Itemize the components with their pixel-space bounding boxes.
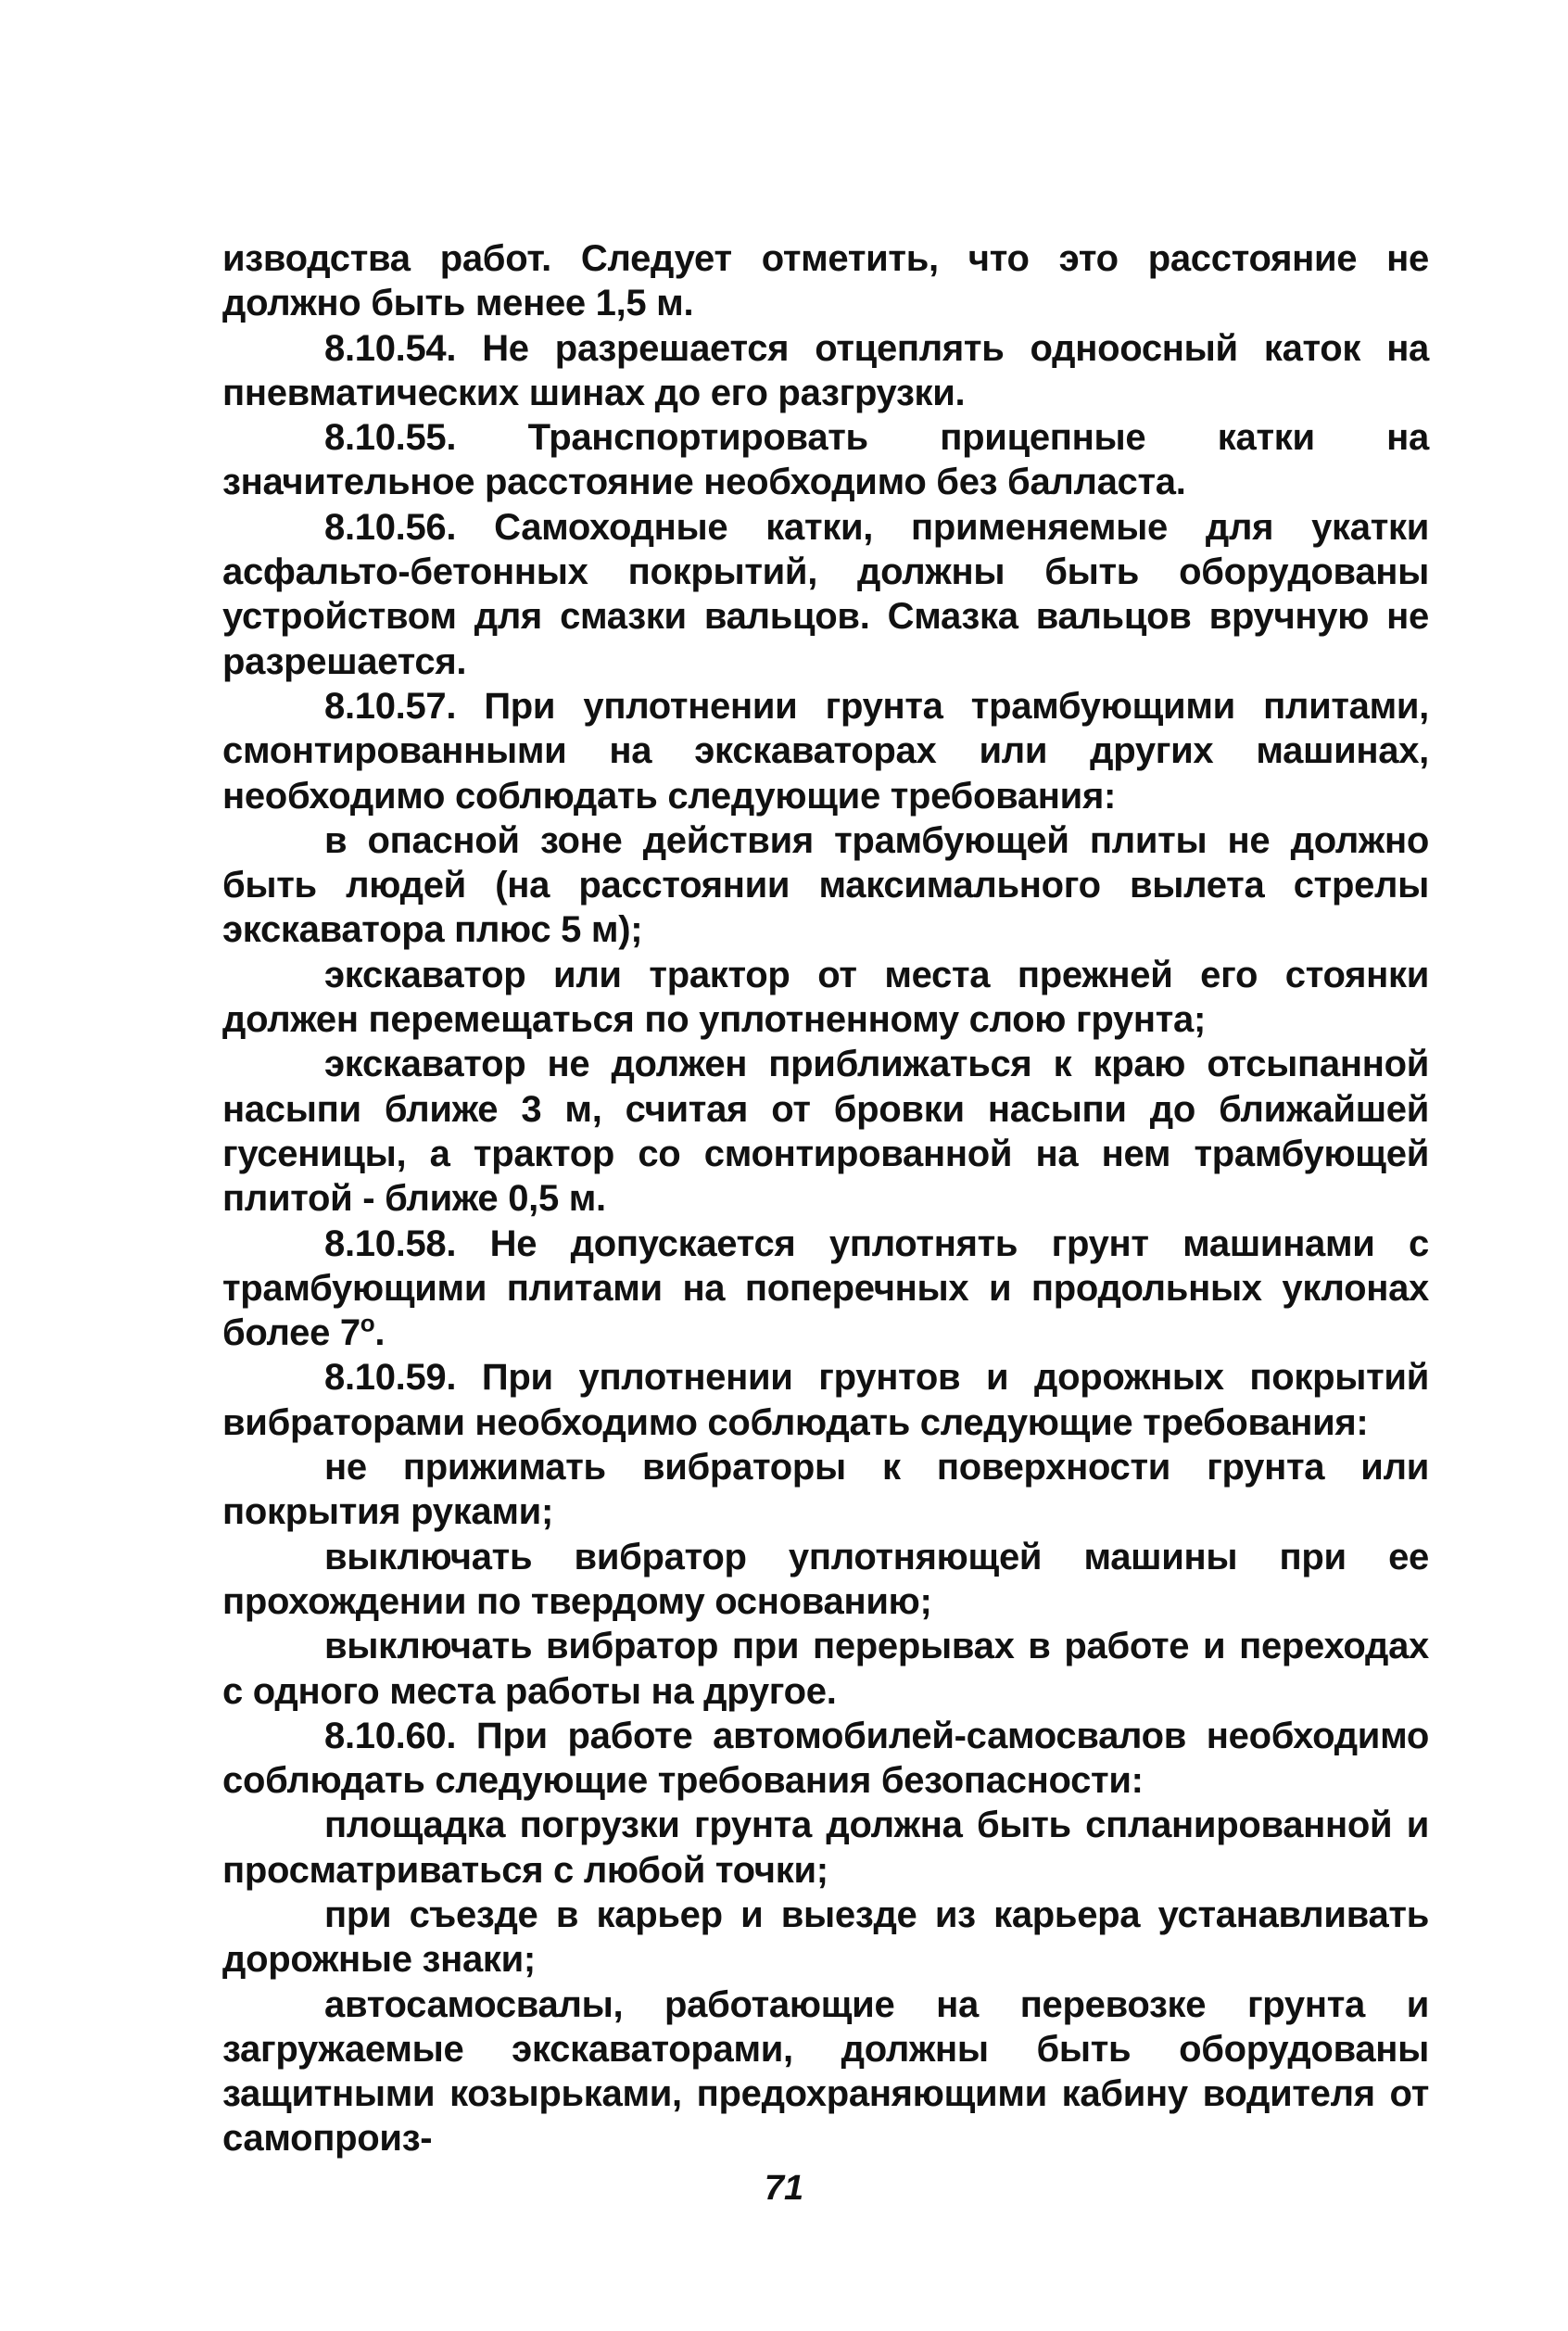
paragraph-8-10-56: 8.10.56. Самоходные катки, применяемые для укатки асфальто-бетонных покрытий, должны быть оборудованы устройством для смазки вальцов. Смазка вальцов вручную не разрешается. xyxy=(222,506,1429,682)
list-item: автосамосвалы, работающие на перевозке грунта и загружаемые экскаваторами, должны быть оборудованы защитными козырьками, предохраняющими кабину водителя от самопроиз- xyxy=(222,1983,1429,2160)
paragraph-8-10-57: 8.10.57. При уплотнении грунта трамбующими плитами, смонтированными на экскаваторах или других машинах, необходимо соблюдать следующие требования: xyxy=(222,685,1429,817)
list-item: выключать вибратор уплотняющей машины при ее прохождении по твердому основанию; xyxy=(222,1536,1429,1622)
list-item: экскаватор не должен приближаться к краю отсыпанной насыпи ближе 3 м, считая от бровки насыпи до ближайшей гусеницы, а трактор со смонтированной на нем трамбующей плитой - ближе 0,5 м. xyxy=(222,1044,1429,1220)
list-item: экскаватор или трактор от места прежней его стоянки должен перемещаться по уплотненному слою грунта; xyxy=(222,954,1429,1041)
paragraph-continuation: изводства работ. Следует отметить, что это расстояние не должно быть менее 1,5 м. xyxy=(222,238,1429,324)
document-body xyxy=(222,236,1429,2161)
paragraph-suffix: . xyxy=(374,1312,386,1354)
paragraph-8-10-55: 8.10.55. Транспортировать прицепные катки на значительное расстояние необходимо без балласта. xyxy=(222,417,1429,503)
paragraph-8-10-58 xyxy=(222,1222,1429,1356)
paragraph-8-10-59: 8.10.59. При уплотнении грунтов и дорожных покрытий вибраторами необходимо соблюдать следующие требования: xyxy=(222,1357,1429,1443)
degree-superscript: о xyxy=(360,1309,375,1337)
paragraph-8-10-54: 8.10.54. Не разрешается отцеплять одноосный каток на пневматических шинах до его разгрузки. xyxy=(222,327,1429,413)
page-number: 71 xyxy=(764,2169,804,2208)
paragraph-text: 8.10.58. Не допускается уплотнять грунт машинами с трамбующими плитами на поперечных и продольных уклонах более 7 xyxy=(222,1223,1429,1354)
list-item: не прижимать вибраторы к поверхности грунта или покрытия руками; xyxy=(222,1447,1429,1533)
list-item: при съезде в карьер и выезде из карьера устанавливать дорожные знаки; xyxy=(222,1894,1429,1981)
paragraph-8-10-60: 8.10.60. При работе автомобилей-самосвалов необходимо соблюдать следующие требования безопасности: xyxy=(222,1715,1429,1802)
list-item: в опасной зоне действия трамбующей плиты не должно быть людей (на расстоянии максимального вылета стрелы экскаватора плюс 5 м); xyxy=(222,819,1429,951)
list-item: площадка погрузки грунта должна быть спланированной и просматриваться с любой точки; xyxy=(222,1805,1429,1891)
list-item: выключать вибратор при перерывах в работе и переходах с одного места работы на другое. xyxy=(222,1626,1429,1712)
